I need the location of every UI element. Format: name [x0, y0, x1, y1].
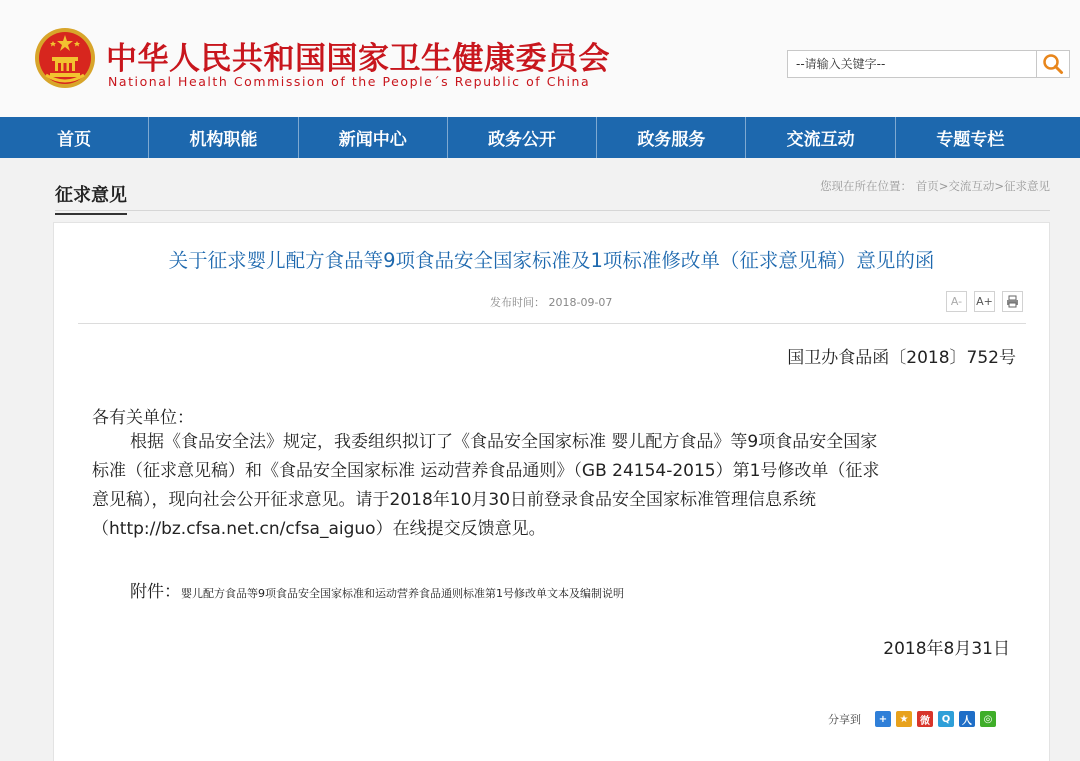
breadcrumb-separator: >: [938, 179, 949, 193]
search-input[interactable]: [788, 51, 1036, 77]
greeting: 各有关单位：: [92, 408, 194, 428]
body-line: 标准（征求意见稿）和《食品安全国家标准 运动营养食品通则》（GB 24154-2015）第1号修改单（征求: [92, 461, 880, 481]
breadcrumb-prefix: 您现在所在位置：: [820, 179, 913, 193]
breadcrumb-separator: >: [994, 179, 1004, 193]
national-emblem-icon: [34, 27, 96, 89]
nav-item-news[interactable]: 新闻中心: [299, 117, 448, 158]
main-nav: [0, 117, 1080, 158]
nav-item-gov-info[interactable]: 政务公开: [448, 117, 597, 158]
publish-date: [490, 294, 612, 310]
breadcrumb: [820, 178, 1050, 194]
body-line: （http://bz.cfsa.net.cn/cfsa_aiguo）在线提交反馈意见。: [92, 519, 546, 539]
site-title[interactable]: 中华人民共和国国家卫生健康委员会: [106, 41, 610, 77]
nav-item-home[interactable]: 首页: [0, 117, 149, 158]
attachment: [130, 577, 624, 602]
section-divider: [55, 210, 1050, 211]
share-label: 分享到: [828, 713, 861, 726]
publish-date-label: 发布时间：: [490, 296, 545, 309]
print-button[interactable]: [1002, 291, 1023, 312]
search-button[interactable]: [1037, 50, 1070, 78]
search-box: [787, 50, 1037, 78]
font-smaller-button[interactable]: A-: [946, 291, 967, 312]
breadcrumb-home[interactable]: 首页: [915, 179, 939, 193]
body-line: 意见稿），现向社会公开征求意见。请于2018年10月30日前登录食品安全国家标准管理信息系统: [92, 490, 817, 510]
publish-date-value: 2018-09-07: [548, 296, 613, 309]
site-header: [0, 0, 1080, 117]
document-number: 国卫办食品函〔2018〕752号: [787, 348, 1016, 368]
section-title: 征求意见: [55, 181, 127, 215]
article-body: [92, 428, 1032, 544]
search-icon: [1042, 53, 1064, 75]
sign-date: 2018年8月31日: [883, 639, 1010, 659]
print-icon: [1006, 295, 1019, 308]
font-larger-button[interactable]: A+: [974, 291, 995, 312]
attachment-label: 附件：: [130, 582, 181, 602]
article-title: 关于征求婴儿配方食品等9项食品安全国家标准及1项标准修改单（征求意见稿）意见的函: [168, 249, 935, 272]
share-weibo-icon[interactable]: 微: [917, 711, 933, 727]
nav-item-topics[interactable]: 专题专栏: [936, 130, 1005, 150]
breadcrumb-current[interactable]: 征求意见: [1004, 179, 1050, 193]
body-line: 根据《食品安全法》规定，我委组织拟订了《食品安全国家标准 婴儿配方食品》等9项食品安全国家: [130, 432, 878, 452]
site-subtitle: National Health Commission of the People´s Republic of China: [108, 74, 591, 89]
article-tools: [946, 291, 1023, 312]
nav-item-functions[interactable]: 机构职能: [149, 117, 298, 158]
title-divider: [78, 323, 1026, 324]
nav-item-gov-services[interactable]: 政务服务: [597, 117, 746, 158]
nav-item-interaction[interactable]: 交流互动: [746, 117, 895, 158]
share-qzone-icon[interactable]: ★: [896, 711, 912, 727]
share-wechat-icon[interactable]: ◎: [980, 711, 996, 727]
share-renren-icon[interactable]: 人: [959, 711, 975, 727]
breadcrumb-interaction[interactable]: 交流互动: [948, 179, 995, 193]
attachment-link[interactable]: 婴儿配方食品等9项食品安全国家标准和运动营养食品通则标准第1号修改单文本及编制说明: [181, 587, 624, 600]
share-tqq-icon[interactable]: Q: [938, 711, 954, 727]
share-more-icon[interactable]: +: [875, 711, 891, 727]
share-bar: [828, 711, 1001, 727]
